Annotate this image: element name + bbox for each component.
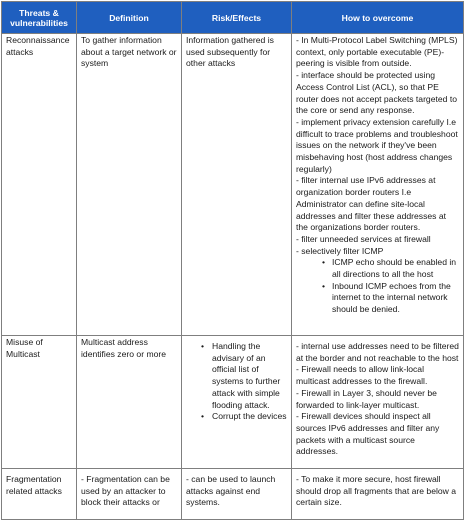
overcome-cell [292, 34, 464, 336]
header-risk: Risk/Effects [182, 2, 292, 34]
overcome-line: - selectively filter ICMP [296, 245, 384, 256]
header-how-to-overcome: How to overcome [292, 2, 464, 34]
definition-cell: To gather information about a target network or system [77, 34, 182, 336]
table-row [2, 336, 464, 469]
overcome-line: - Firewall in Layer 3, should never be forwarded to link-layer multicast. [296, 387, 437, 410]
table-row [2, 469, 464, 520]
risk-bullet-item: • Corrupt the devices [186, 411, 287, 423]
overcome-line: - filter internal use IPv6 addresses at organization border routers I.e Administrator can define site-local addresses and filter these addresses at the organizations border routers. [296, 175, 447, 233]
threats-table [1, 1, 464, 520]
threat-cell: Fragmentation related attacks [2, 469, 77, 520]
threat-cell: Reconnaissance attacks [2, 34, 77, 336]
icmp-sub-list [296, 257, 459, 316]
overcome-line: - interface should be protected using Access Control List (ACL), so that PE router does not accept packets targeted to the core or send any response. [296, 70, 457, 116]
table-row [2, 34, 464, 336]
overcome-line: - To make it more secure, host firewall should drop all fragments that are below a certain size. [296, 474, 457, 508]
overcome-cell [292, 469, 464, 520]
definition-cell: - Fragmentation can be used by an attacker to block their attacks or [77, 469, 182, 520]
risk-bullet-item: • Handling the advisary of an official list of systems to further attack with simple flooding attack. [186, 341, 287, 411]
overcome-line: - implement privacy extension carefully I.e difficult to trace problems and troubleshoot issues on the network if they've been misbehaving host (host address changes regularly) [296, 116, 458, 174]
risk-cell [182, 336, 292, 469]
overcome-line: - filter unneeded services at firewall [296, 233, 431, 244]
risk-cell: Information gathered is used subsequently for other attacks [182, 34, 292, 336]
icmp-sub-item: • ICMP echo should be enabled in all directions to all the host [296, 257, 459, 280]
header-definition: Definition [77, 2, 182, 34]
header-threats: Threats & vulnerabilities [2, 2, 77, 34]
risk-bullet-list [186, 341, 287, 423]
overcome-line: - Firewall devices should inspect all sources IPv6 addresses and filter any packets with a multicast source addresses. [296, 411, 440, 457]
overcome-cell [292, 336, 464, 469]
threat-cell: Misuse of Multicast [2, 336, 77, 469]
overcome-line: - Firewall needs to allow link-local multicast addresses to the firewall. [296, 364, 428, 387]
table-header-row [2, 2, 464, 34]
definition-cell: Multicast address identifies zero or more [77, 336, 182, 469]
risk-cell: - can be used to launch attacks against end systems. [182, 469, 292, 520]
overcome-line: - In Multi-Protocol Label Switching (MPLS) context, only portable executable (PE)-peering is visible from outside. [296, 35, 458, 69]
icmp-sub-item: • Inbound ICMP echoes from the internet to the internal network should be denied. [296, 281, 459, 316]
overcome-line: - internal use addresses need to be filtered at the border and not reachable to the host [296, 341, 459, 363]
